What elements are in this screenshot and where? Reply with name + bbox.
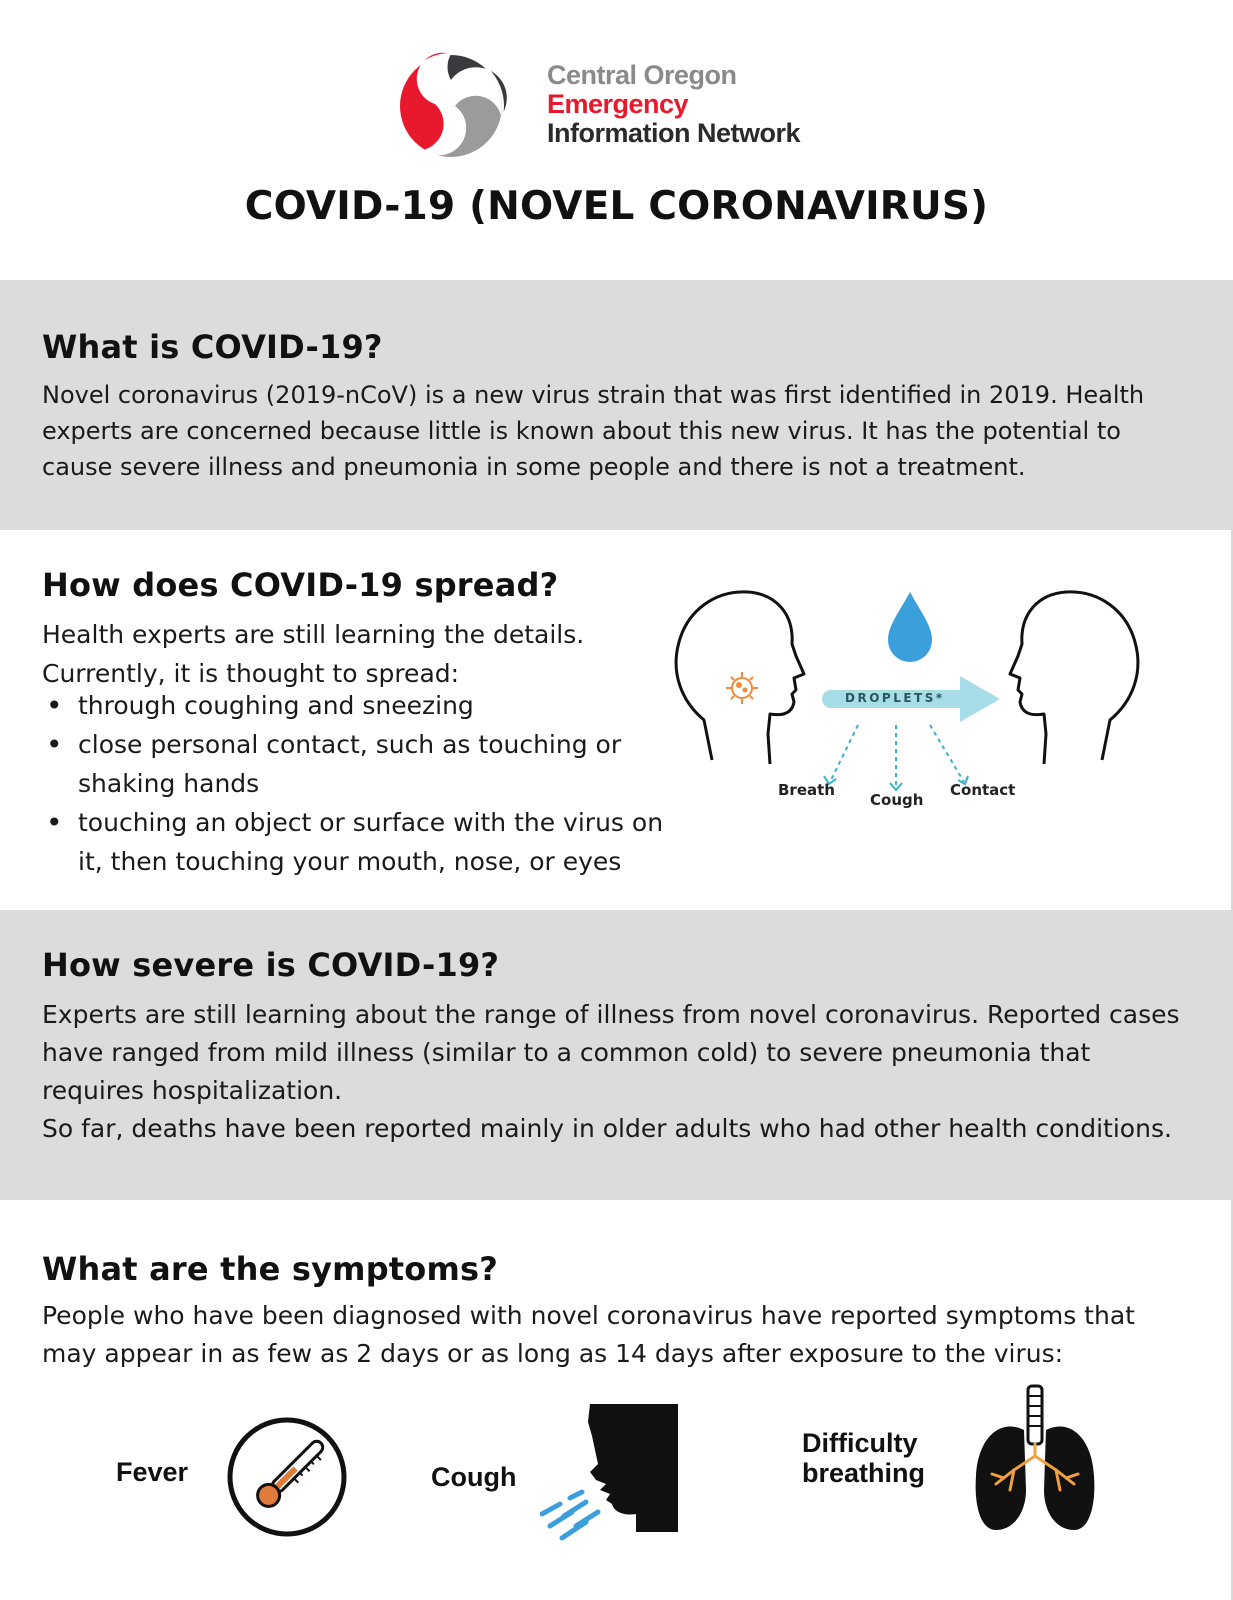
section-heading-what-is: What is COVID-19? bbox=[42, 328, 383, 366]
list-item-text: • through coughing and sneezing bbox=[78, 691, 474, 720]
droplet-icon bbox=[888, 592, 932, 662]
body-line: requires hospitalization. bbox=[42, 1076, 343, 1105]
section-intro-spread bbox=[42, 615, 584, 693]
logo-line-2: Emergency bbox=[547, 89, 689, 119]
list-item-text: • touching an object or surface with the virus on bbox=[78, 808, 664, 837]
diagram-label-contact: Contact bbox=[950, 781, 1016, 799]
symptom-label-breathing-1: Difficulty bbox=[802, 1428, 918, 1458]
list-item bbox=[42, 803, 663, 881]
list-item bbox=[42, 725, 663, 803]
right-head-icon bbox=[1010, 592, 1138, 764]
dotted-paths bbox=[830, 725, 964, 788]
section-severity bbox=[0, 910, 1233, 1200]
symptom-label-fever: Fever bbox=[116, 1457, 189, 1487]
body-line: cause severe illness and pneumonia in some people and there is not a treatment. bbox=[42, 453, 1026, 481]
symptom-icons-row bbox=[0, 1390, 1233, 1560]
thermometer-icon bbox=[225, 1415, 349, 1539]
body-line: Health experts are still learning the details. bbox=[42, 620, 585, 649]
body-line: People who have been diagnosed with novel coronavirus have reported symptoms that bbox=[42, 1301, 1135, 1330]
section-heading-severity: How severe is COVID-19? bbox=[42, 946, 500, 984]
org-logo bbox=[395, 50, 815, 162]
logo-wordmark bbox=[547, 61, 800, 148]
droplet-spread-diagram bbox=[672, 580, 1152, 810]
list-item-text: shaking hands bbox=[78, 769, 260, 798]
body-line: experts are concerned because little is known about this new virus. It has the potential to bbox=[42, 417, 1121, 445]
logo-line-1: Central Oregon bbox=[547, 60, 737, 90]
logo-line-3: Information Network bbox=[547, 118, 801, 148]
spread-list bbox=[42, 686, 663, 881]
page-header bbox=[0, 0, 1233, 280]
body-line: Novel coronavirus (2019-nCoV) is a new virus strain that was first identified in 2019. Health bbox=[42, 381, 1145, 409]
cough-icon bbox=[540, 1402, 680, 1542]
body-line: Currently, it is thought to spread: bbox=[42, 659, 460, 688]
section-heading-spread: How does COVID-19 spread? bbox=[42, 566, 559, 604]
section-spread bbox=[0, 530, 1233, 910]
list-item-text: it, then touching your mouth, nose, or eyes bbox=[78, 847, 622, 876]
section-what-is bbox=[0, 280, 1233, 530]
diagram-label-breath: Breath bbox=[778, 781, 835, 799]
body-line: may appear in as few as 2 days or as long as 14 days after exposure to the virus: bbox=[42, 1339, 1064, 1368]
diagram-label-cough: Cough bbox=[870, 791, 924, 809]
symptom-label-breathing-2: breathing bbox=[802, 1458, 926, 1488]
section-body-severity bbox=[42, 996, 1180, 1148]
section-heading-symptoms: What are the symptoms? bbox=[42, 1250, 499, 1288]
list-item bbox=[42, 686, 663, 725]
symptom-label-cough: Cough bbox=[431, 1462, 517, 1492]
lungs-icon bbox=[970, 1384, 1100, 1534]
body-line: Experts are still learning about the range of illness from novel coronavirus. Reported cases bbox=[42, 1000, 1180, 1029]
logo-swirl-icon bbox=[395, 50, 507, 162]
body-line: have ranged from mild illness (similar to a common cold) to severe pneumonia that bbox=[42, 1038, 1091, 1067]
diagram-label-droplets: DROPLETS* bbox=[845, 691, 945, 705]
body-line: So far, deaths have been reported mainly in older adults who had other health conditions. bbox=[42, 1114, 1172, 1143]
virus-icon bbox=[726, 672, 758, 704]
section-body-what-is bbox=[42, 377, 1144, 485]
list-item-text: • close personal contact, such as touching or bbox=[78, 730, 622, 759]
page-title: COVID-19 (NOVEL CORONAVIRUS) bbox=[244, 184, 989, 229]
section-body-symptoms bbox=[42, 1297, 1135, 1373]
